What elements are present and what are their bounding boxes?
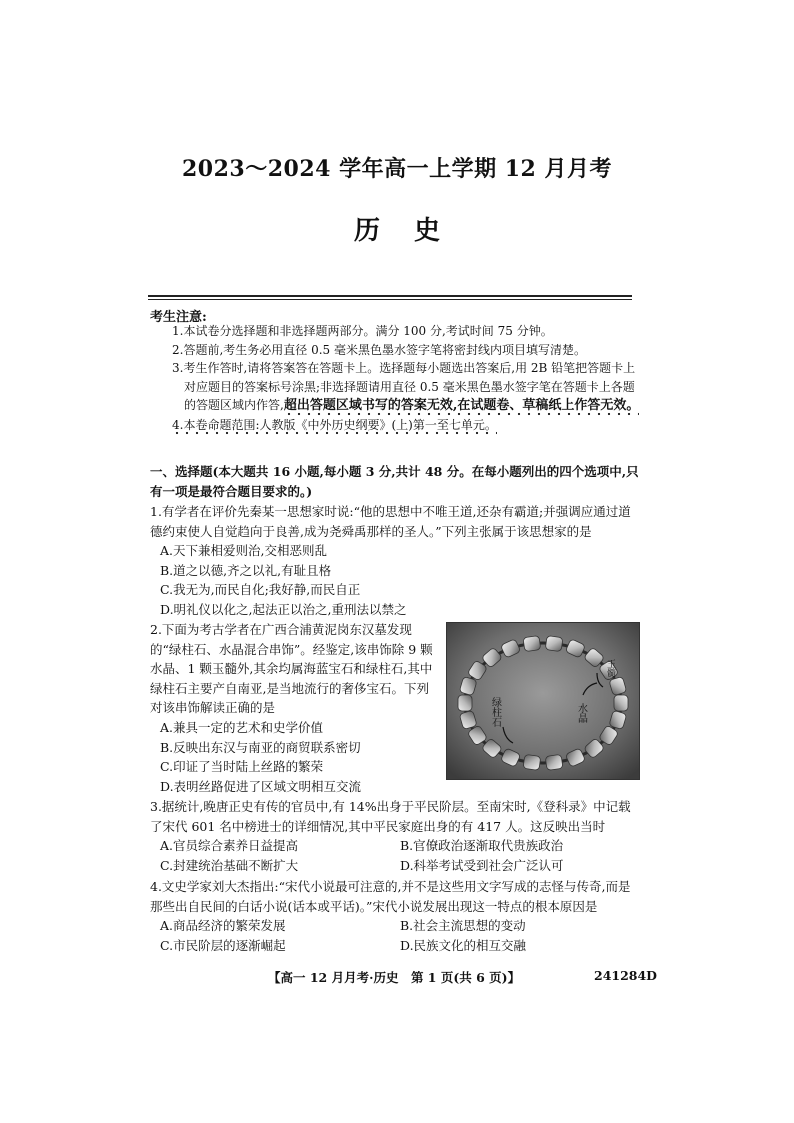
question-stem: 1.有学者在评价先秦某一思想家时说:“他的思想中不唯王道,还杂有霸道;并强调应通过道德约束使人自觉趋向于良善,成为尧舜禹那样的圣人。”下列主张属于该思想家的是: [150, 504, 631, 539]
necklace-bead: [523, 636, 541, 652]
necklace-bead: [458, 695, 472, 711]
footer-code: 241284D: [594, 968, 658, 983]
necklace-bead: [614, 695, 628, 711]
label-beryl: 绿柱石: [489, 697, 501, 727]
option-c: C.封建统治基础不断扩大: [160, 857, 299, 873]
subject-title: 历史: [353, 216, 474, 246]
necklace-bead: [545, 754, 563, 770]
necklace-bead: [523, 754, 541, 770]
notice-item: 1.本试卷分选择题和非选择题两部分。满分 100 分,考试时间 75 分钟。: [172, 324, 553, 338]
section-heading: 一、选择题(本大题共 16 小题,每小题 3 分,共计 48 分。在每小题列出的四个选项中,只有一项是最符合题目要求的。): [150, 464, 639, 499]
bead-necklace-photo: [446, 622, 640, 780]
necklace-bead: [545, 636, 563, 652]
label-crystal: 水晶: [575, 703, 587, 723]
option-b: B.官僚政治逐渐取代贵族政治: [400, 838, 564, 854]
question-4: [150, 877, 640, 955]
option-a: A.天下兼相爱则治,交相恶则乱: [160, 543, 327, 559]
header-divider-thin: [148, 299, 632, 300]
question-stem: 2.下面为考古学者在广西合浦黄泥岗东汉墓发现的“绿柱石、水晶混合串饰”。经鉴定,该串饰除 9 颗水晶、1 颗玉髓外,其余均属海蓝宝石和绿柱石,其中绿柱石主要产自南亚,是当地流行的奢侈宝石。下列对该串饰解读正确的是: [150, 622, 433, 716]
option-a: A.官员综合素养日益提高: [160, 838, 299, 854]
footer-page-info: 【高一 12 月月考·历史 第 1 页(共 6 页)】: [268, 970, 521, 985]
option-row: [150, 936, 640, 956]
option-row: [150, 916, 640, 936]
notice-item-text: 4.本卷命题范围:人教版《中外历史纲要》(上)第一至七单元。: [172, 418, 497, 435]
necklace-illustration: [447, 623, 639, 779]
question-stem: 3.据统计,晚唐正史有传的官员中,有 14%出身于平民阶层。至南宋时,《登科录》中记载了宋代 601 名中榜进士的详细情况,其中平民家庭出身的有 417 人。这反映出当时: [150, 799, 631, 834]
option-c: C.市民阶层的逐渐崛起: [160, 937, 286, 953]
option-b: B.反映出东汉与南亚的商贸联系密切: [160, 739, 361, 755]
header-divider-thick: [148, 295, 632, 297]
question-3: [150, 797, 640, 875]
option-b: B.社会主流思想的变动: [400, 918, 526, 934]
option-row: [150, 836, 640, 856]
notice-item: [172, 416, 642, 435]
option-a: A.兼具一定的艺术和史学价值: [160, 719, 324, 735]
question-1: [150, 502, 640, 620]
option-row: [150, 856, 640, 876]
option-d: D.科举考试受到社会广泛认可: [400, 857, 564, 873]
label-jade: 玉髓: [605, 659, 615, 677]
question-stem: 4.文史学家刘大杰指出:“宋代小说最可注意的,并不是这些用文字写成的志怪与传奇,而是那些出自民间的白话小说(话本或平话)。”宋代小说发展出现这一特点的根本原因是: [150, 879, 631, 914]
option-a: A.商品经济的繁荣发展: [160, 918, 286, 934]
notice-heading: 考生注意:: [150, 310, 207, 325]
option-d: D.民族文化的相互交融: [400, 937, 527, 953]
option-d: D.表明丝路促进了区域文明相互交流: [160, 778, 362, 794]
notice-item-text: 3.考生作答时,请将答案答在答题卡上。选择题每小题选出答案后,用 2B 铅笔把答题卡上对应题目的答案标号涂黑;非选择题请用直径 0.5 毫米黑色墨水签字笔在答题卡上各题的答题区域内作答,: [172, 361, 636, 413]
notice-warning: 超出答题区域书写的答案无效,在试题卷、草稿纸上作答无效。: [284, 398, 640, 416]
option-d: D.明礼仪以化之,起法正以治之,重刑法以禁之: [160, 601, 407, 617]
option-c: C.印证了当时陆上丝路的繁荣: [160, 759, 324, 775]
notice-item: [172, 359, 642, 416]
notice-list: [172, 322, 642, 435]
option-b: B.道之以德,齐之以礼,有耻且格: [160, 562, 332, 578]
notice-item: 2.答题前,考生务必用直径 0.5 毫米黑色墨水签字笔将密封线内项目填写清楚。: [172, 342, 586, 357]
option-c: C.我无为,而民自化;我好静,而民自正: [160, 582, 361, 598]
exam-title: 2023～2024 学年高一上学期 12 月月考: [181, 156, 613, 182]
